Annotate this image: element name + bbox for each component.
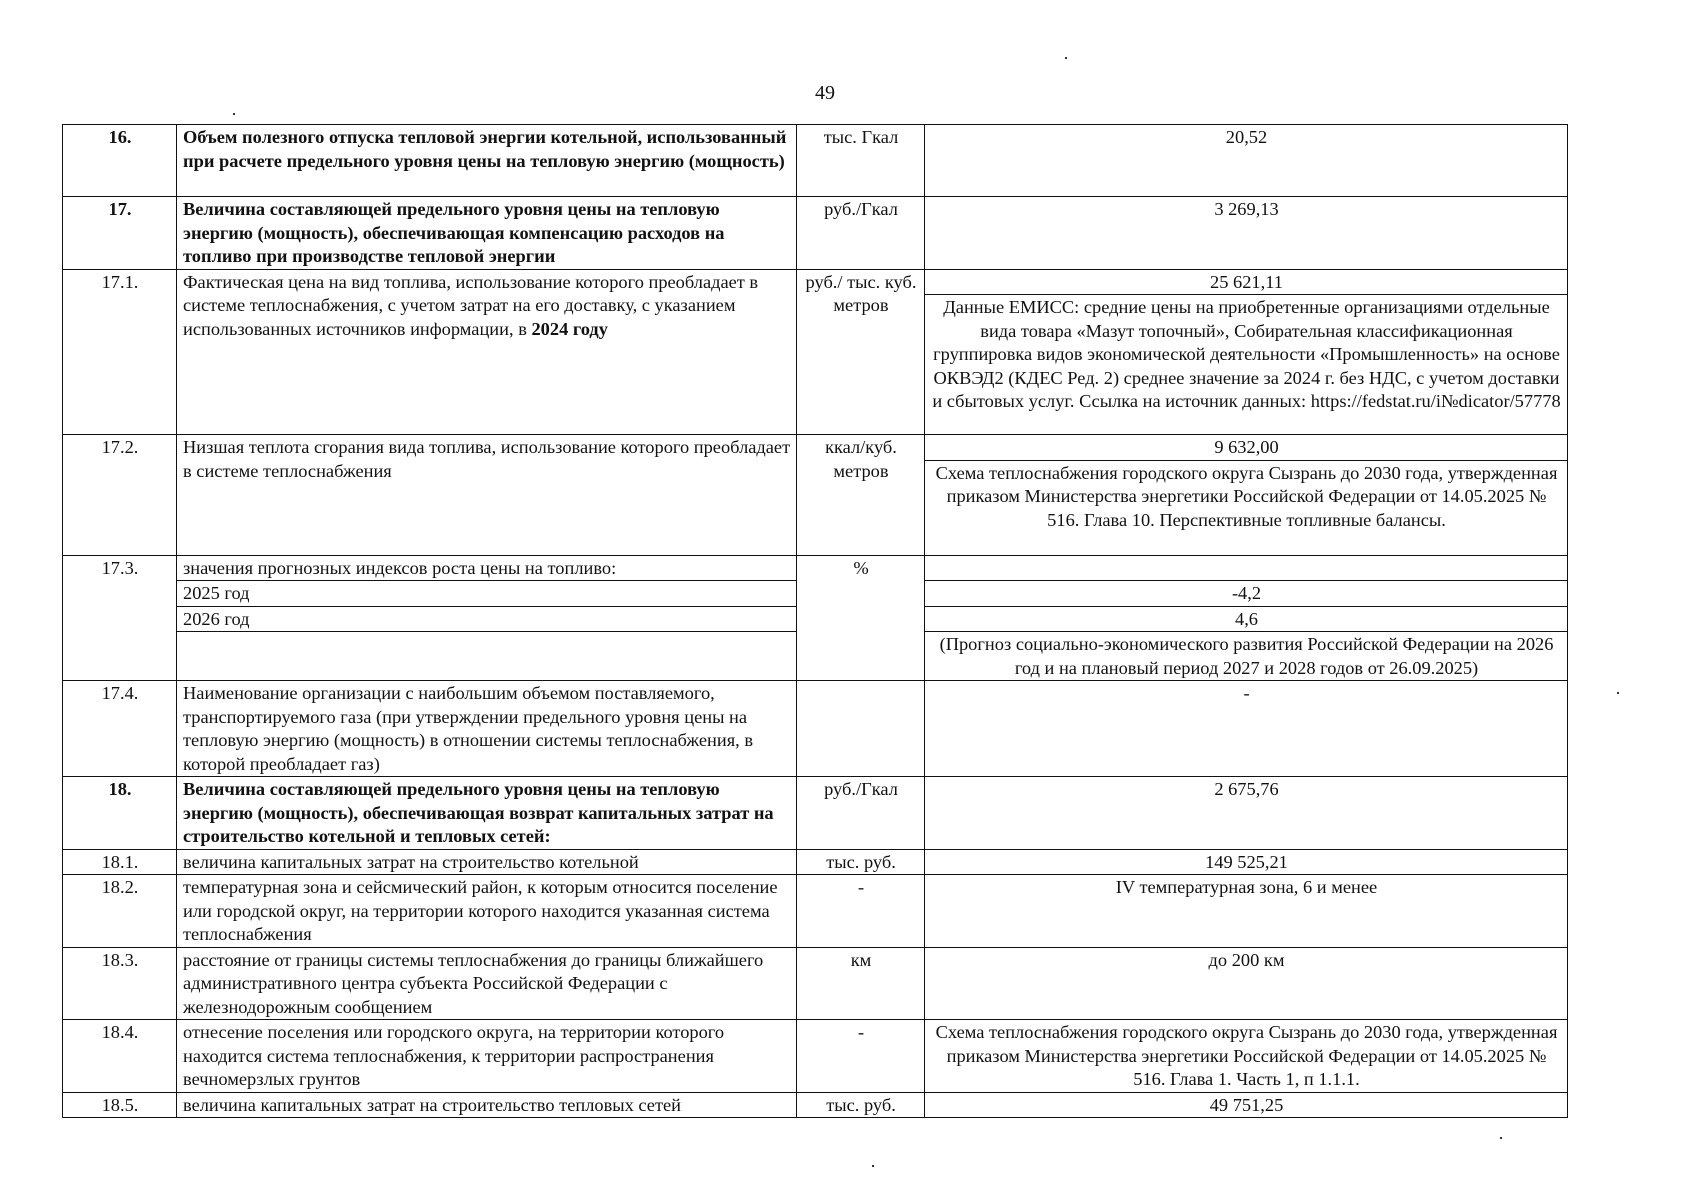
row-value: 149 525,21 xyxy=(925,849,1568,875)
page-number: 49 xyxy=(815,82,835,104)
table-row xyxy=(63,555,1568,581)
row-value: 2 675,76 xyxy=(925,777,1568,850)
scan-speck xyxy=(233,113,235,115)
table-row xyxy=(63,269,1568,295)
row-description: значения прогнозных индексов роста цены на топливо: xyxy=(177,555,797,581)
row-value: 3 269,13 xyxy=(925,197,1568,270)
row-unit: тыс. руб. xyxy=(797,1092,925,1118)
row-number: 18. xyxy=(63,777,177,850)
row-description: расстояние от границы системы теплоснабжения до границы ближайшего административного центра субъекта Российской Федерации с железнодорожным сообщением xyxy=(177,947,797,1020)
source-note: Схема теплоснабжения городского округа Сызрань до 2030 года, утвержденная приказом Министерства энергетики Российской Федерации от 14.05.2025 № 516. Глава 10. Перспективные топливные балансы. xyxy=(925,460,1568,555)
row-description: Низшая теплота сгорания вида топлива, использование которого преобладает в системе теплоснабжения xyxy=(177,435,797,556)
scan-speck xyxy=(1065,57,1067,59)
row-value: до 200 км xyxy=(925,947,1568,1020)
row-number: 16. xyxy=(63,125,177,197)
table-row xyxy=(63,125,1568,197)
row-value: 9 632,00 xyxy=(925,435,1568,461)
row-description xyxy=(177,269,797,435)
row-number: 18.5. xyxy=(63,1092,177,1118)
table-row xyxy=(63,197,1568,270)
row-number: 18.2. xyxy=(63,875,177,948)
row-description-year: 2024 году xyxy=(531,318,608,339)
row-description: отнесение поселения или городского округа, на территории которого находится система теплоснабжения, к территории распространения вечномерзлых грунтов xyxy=(177,1020,797,1093)
year-label: 2025 год xyxy=(177,581,797,607)
row-unit: руб./Гкал xyxy=(797,197,925,270)
row-description: величина капитальных затрат на строительство тепловых сетей xyxy=(177,1092,797,1118)
row-number: 18.3. xyxy=(63,947,177,1020)
row-description: температурная зона и сейсмический район, к которым относится поселение или городской округ, на территории которого находится указанная система теплоснабжения xyxy=(177,875,797,948)
row-description: Величина составляющей предельного уровня цены на тепловую энергию (мощность), обеспечивающая компенсацию расходов на топливо при производстве тепловой энергии xyxy=(177,197,797,270)
row-value: - xyxy=(925,681,1568,777)
year-value: 4,6 xyxy=(925,606,1568,632)
tariff-table xyxy=(62,124,1568,1118)
row-unit: % xyxy=(797,555,925,681)
row-description: Наименование организации с наибольшим объемом поставляемого, транспортируемого газа (при утверждении предельного уровня цены на тепловую энергию (мощность) в отношении системы теплоснабжения, в которой преобладает газ) xyxy=(177,681,797,777)
row-number: 17.2. xyxy=(63,435,177,556)
scan-speck xyxy=(1500,1137,1502,1139)
row-number: 17.4. xyxy=(63,681,177,777)
table-row xyxy=(63,1020,1568,1093)
row-number: 18.1. xyxy=(63,849,177,875)
row-description: Величина составляющей предельного уровня цены на тепловую энергию (мощность), обеспечивающая возврат капитальных затрат на строительство котельной и тепловых сетей: xyxy=(177,777,797,850)
row-number: 17. xyxy=(63,197,177,270)
source-note: Данные ЕМИСС: средние цены на приобретенные организациями отдельные вида товара «Мазут топочный», Собирательная классификационная группировка видов экономической деятельности «Промышленность» на основе ОКВЭД2 (КДЕС Ред. 2) среднее значение за 2024 г. без НДС, с учетом доставки и сбытовых услуг. Ссылка на источник данных: https://fedstat.ru/i№dicator/57778 xyxy=(925,295,1568,435)
row-description-text: Фактическая цена на вид топлива, использование которого преобладает в системе теплоснабжения, с учетом затрат на его доставку, с указанием использованных источников информации, в xyxy=(183,271,759,339)
table-row xyxy=(63,849,1568,875)
table-row xyxy=(63,435,1568,461)
year-label: 2026 год xyxy=(177,606,797,632)
year-value: -4,2 xyxy=(925,581,1568,607)
row-value: 20,52 xyxy=(925,125,1568,197)
row-value: 25 621,11 xyxy=(925,269,1568,295)
row-value-empty xyxy=(925,555,1568,581)
source-note: (Прогноз социально-экономического развития Российской Федерации на 2026 год и на плановый период 2027 и 2028 годов от 26.09.2025) xyxy=(925,632,1568,681)
row-unit: руб./ тыс. куб. метров xyxy=(797,269,925,435)
scan-speck xyxy=(872,1165,874,1167)
row-unit: тыс. Гкал xyxy=(797,125,925,197)
row-number: 17.3. xyxy=(63,555,177,681)
row-description: величина капитальных затрат на строительство котельной xyxy=(177,849,797,875)
row-unit: - xyxy=(797,1020,925,1093)
table-row xyxy=(63,777,1568,850)
table-row xyxy=(63,947,1568,1020)
row-value: IV температурная зона, 6 и менее xyxy=(925,875,1568,948)
row-unit xyxy=(797,681,925,777)
row-value: Схема теплоснабжения городского округа Сызрань до 2030 года, утвержденная приказом Министерства энергетики Российской Федерации от 14.05.2025 № 516. Глава 1. Часть 1, п 1.1.1. xyxy=(925,1020,1568,1093)
row-unit: км xyxy=(797,947,925,1020)
table-row xyxy=(63,1092,1568,1118)
row-description: Объем полезного отпуска тепловой энергии котельной, использованный при расчете предельного уровня цены на тепловую энергию (мощность) xyxy=(177,125,797,197)
table-row xyxy=(63,681,1568,777)
row-unit: ккал/куб. метров xyxy=(797,435,925,556)
scan-speck xyxy=(1617,692,1619,694)
row-unit: руб./Гкал xyxy=(797,777,925,850)
row-value: 49 751,25 xyxy=(925,1092,1568,1118)
table-row xyxy=(63,875,1568,948)
row-number: 17.1. xyxy=(63,269,177,435)
row-unit: тыс. руб. xyxy=(797,849,925,875)
row-unit: - xyxy=(797,875,925,948)
row-number: 18.4. xyxy=(63,1020,177,1093)
row-description-empty xyxy=(177,632,797,681)
